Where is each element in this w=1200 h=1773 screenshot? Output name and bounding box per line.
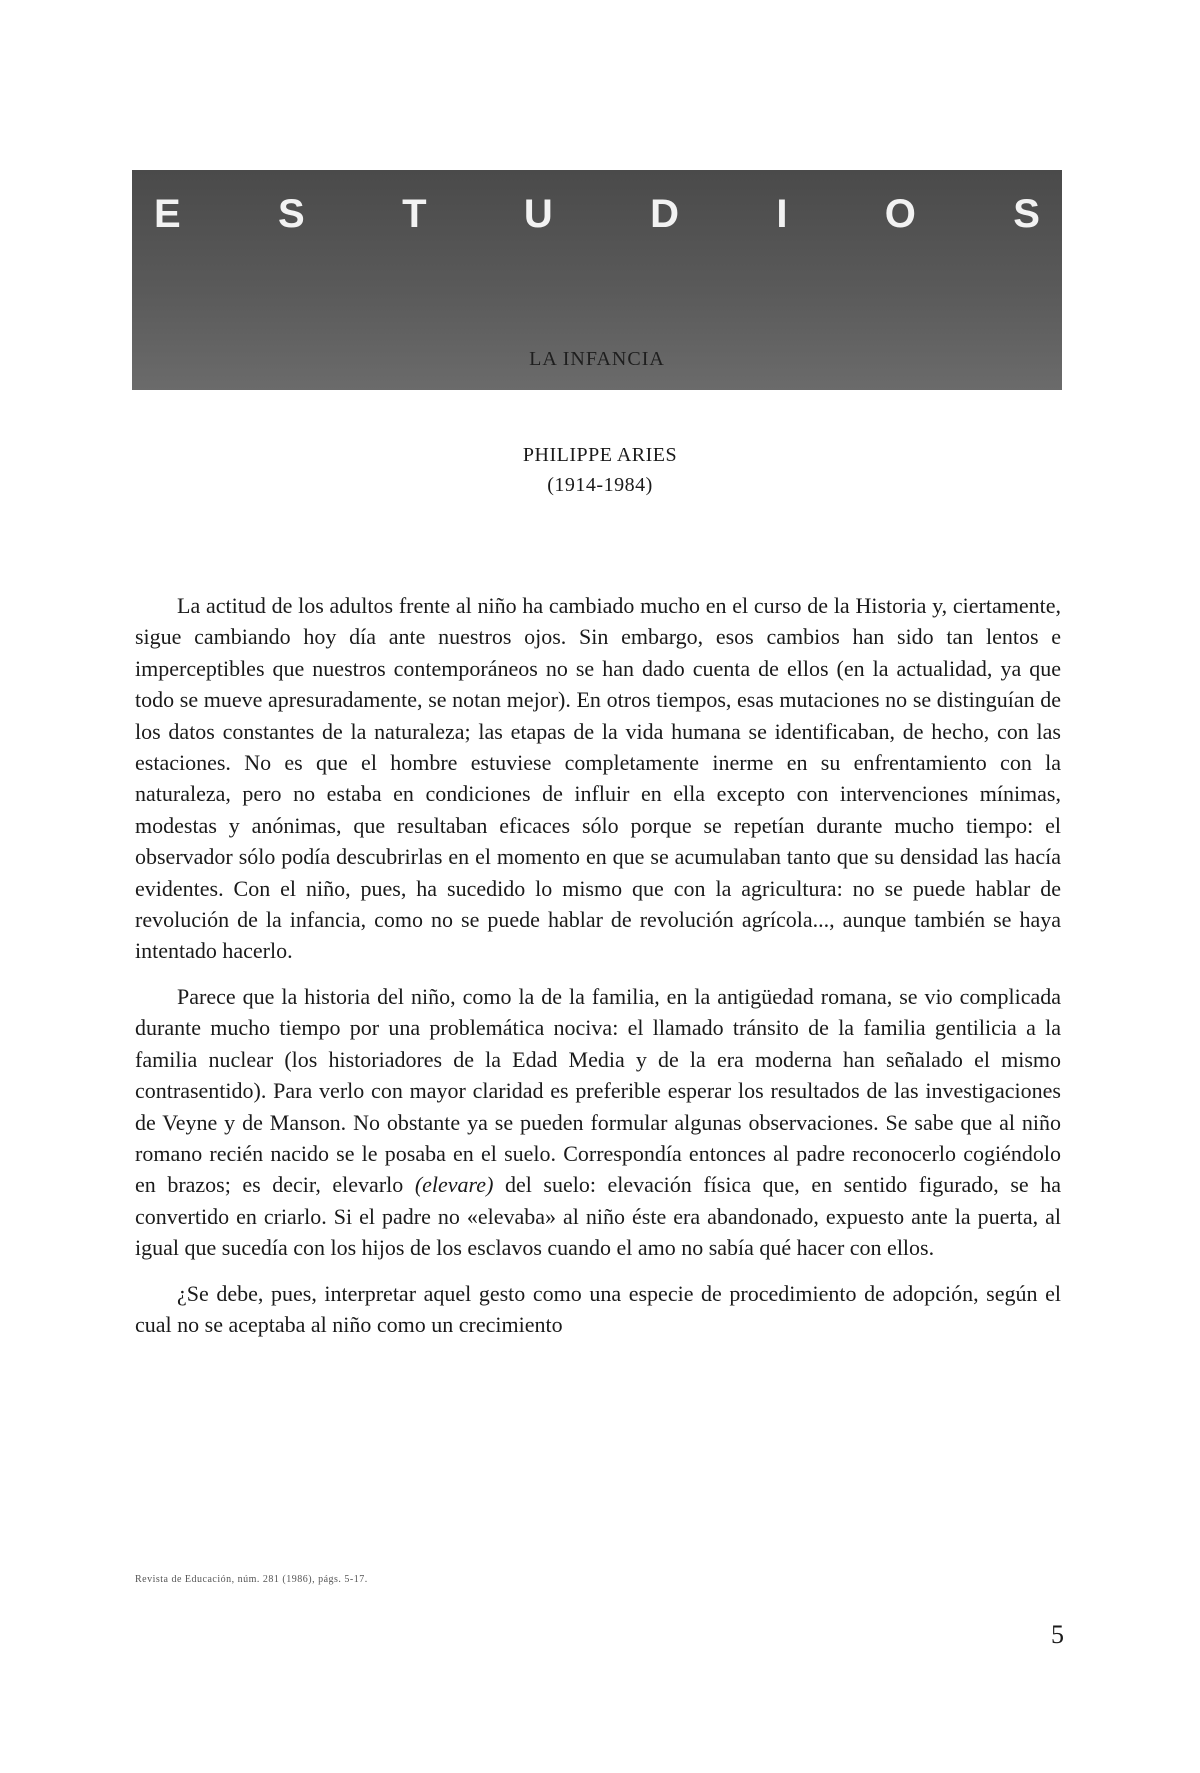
banner-letter: D — [650, 192, 679, 236]
article-title: LA INFANCIA — [529, 348, 665, 370]
article-body — [135, 590, 1061, 1354]
banner-letter: E — [154, 192, 181, 236]
author-block — [0, 440, 1200, 500]
paragraph-2-text-b: del suelo: elevación física que, en sentido figurado, se ha convertido en criarlo. Si el padre no «elevaba» al niño éste era abandonado, expuesto ante la puerta, al igual que sucedía con los hijos de los esclavos cuando el amo no sabía qué hacer con ellos. — [135, 1172, 1061, 1261]
banner-letter: O — [884, 192, 916, 236]
paragraph-2-italic-term: (elevare) — [414, 1172, 494, 1198]
banner-letter: T — [402, 192, 427, 236]
section-banner — [132, 170, 1062, 390]
author-name: PHILIPPE ARIES — [522, 444, 678, 466]
paragraph-3: ¿Se debe, pues, interpretar aquel gesto como una especie de procedimiento de adopción, según el cual no se aceptaba al niño como un crecimiento — [135, 1280, 1061, 1337]
paragraph-2 — [135, 981, 1061, 1264]
banner-letter: U — [523, 192, 553, 236]
page-number: 5 — [1051, 1620, 1064, 1649]
citation-footnote: Revista de Educación, núm. 281 (1986), págs. 5-17. — [135, 1574, 368, 1585]
author-dates: (1914-1984) — [547, 474, 653, 496]
paragraph-1: La actitud de los adultos frente al niño ha cambiado mucho en el curso de la Historia y, ciertamente, sigue cambiando hoy día ante nuestros ojos. Sin embargo, esos cambios han sido tan lentos e imperceptibles que nuestros contemporáneos no se han dado cuenta de ellos (en la actualidad, ya que todo se mueve apresuradamente, se notan mejor). En otros tiempos, esas mutaciones no se distinguían de los datos constantes de la naturaleza; las etapas de la vida humana se identificaban, de hecho, con las estaciones. No es que el hombre estuviese completamente inerme en su enfrentamiento con la naturaleza, pero no estaba en condiciones de influir en ella excepto con intervenciones mínimas, modestas y anónimas, que resultaban eficaces sólo porque se repetían durante mucho tiempo: el observador sólo podía descubrirlas en el momento en que se acumulaban tanto que su densidad las hacía evidentes. Con el niño, pues, ha sucedido lo mismo que con la agricultura: no se puede hablar de revolución de la infancia, como no se puede hablar de revolución agrícola..., aunque también se haya intentado hacerlo. — [135, 593, 1061, 964]
section-title-estudios — [154, 192, 1040, 237]
banner-letter: I — [776, 192, 788, 236]
banner-letter: S — [1013, 192, 1040, 236]
paragraph-2-text-a: Parece que la historia del niño, como la de la familia, en la antigüedad romana, se vio complicada durante mucho tiempo por una problemática nociva: el llamado tránsito de la familia gentilicia a la familia nuclear (los historiadores de la Edad Media y de la era moderna han señalado el mismo contrasentido). Para verlo con mayor claridad es preferible esperar los resultados de las investigaciones de Veyne y de Manson. No obstante ya se pueden formular algunas observaciones. Se sabe que al niño romano recién nacido se le posaba en el suelo. Correspondía entonces al padre reconocerlo cogiéndolo en brazos; es decir, elevarlo — [135, 983, 1061, 1198]
banner-letter: S — [278, 192, 305, 236]
